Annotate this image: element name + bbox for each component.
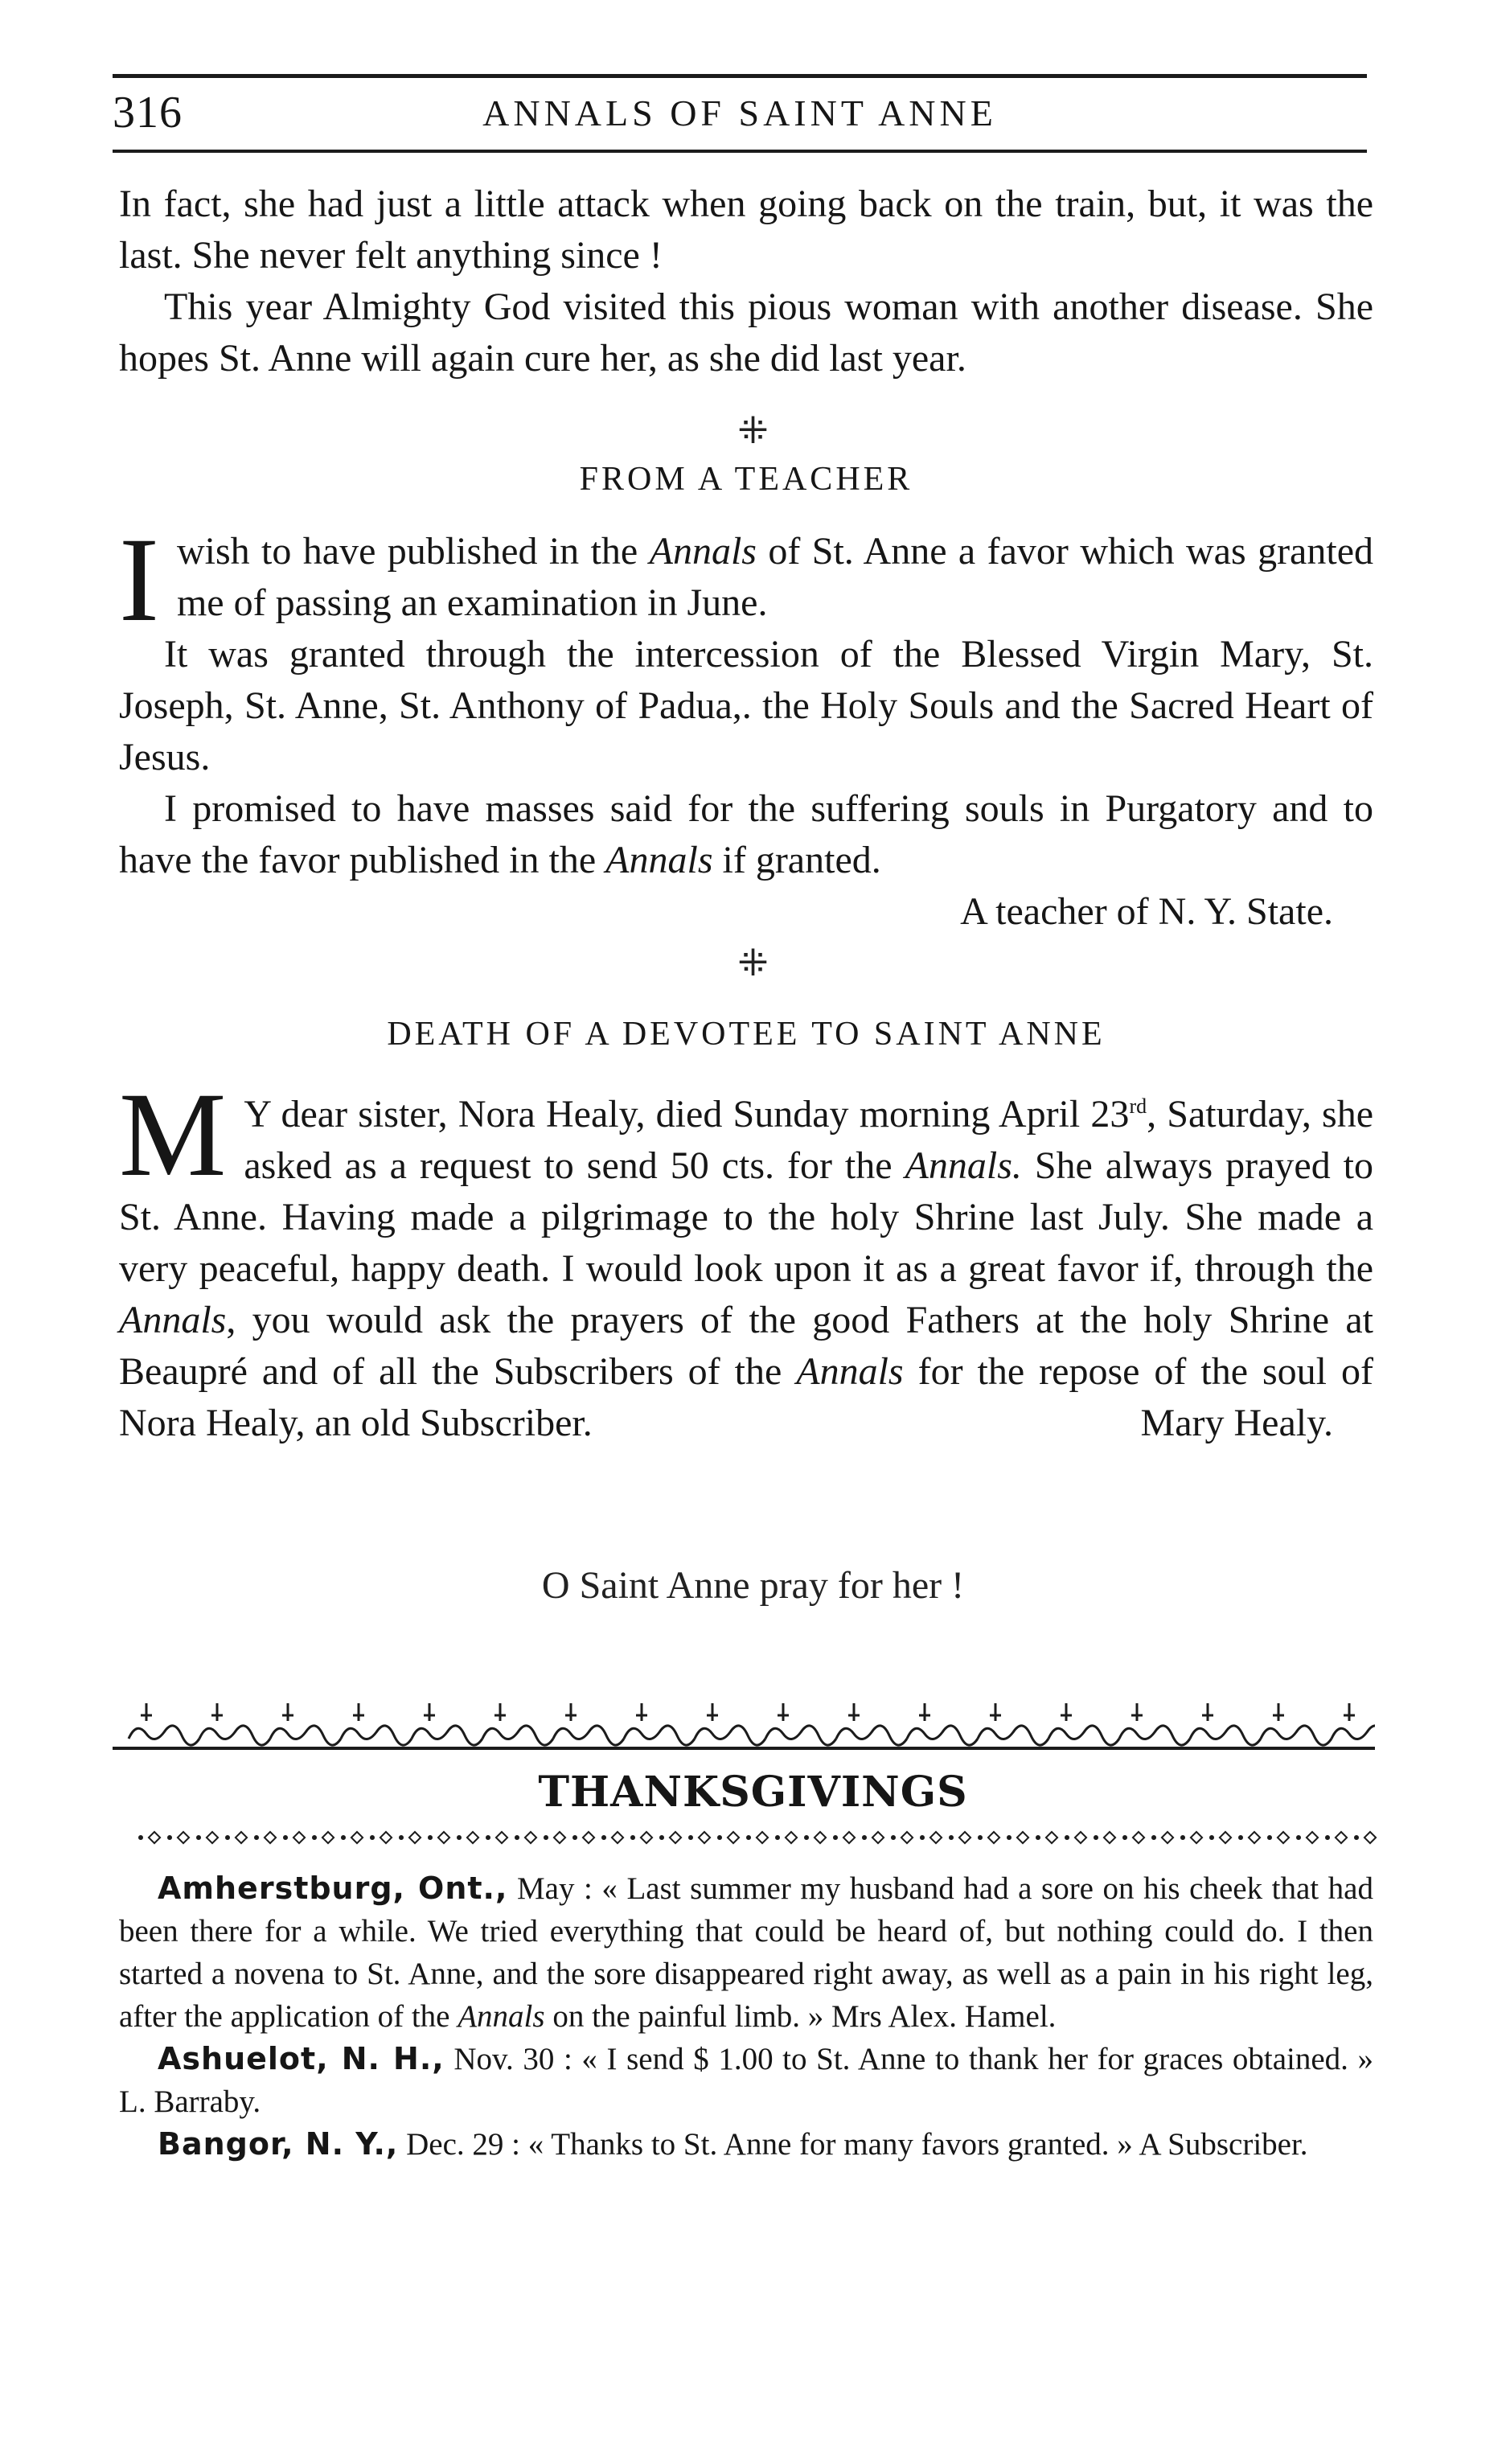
rule-dot xyxy=(746,1835,751,1840)
border-scroll-motif xyxy=(1119,1703,1190,1745)
rule-dot xyxy=(1122,1835,1127,1840)
rule-dot xyxy=(544,1835,548,1840)
rule-diamond xyxy=(1364,1832,1376,1843)
rule-diamond xyxy=(293,1832,305,1843)
header-rule-bottom xyxy=(113,150,1367,153)
rule-diamond xyxy=(1075,1832,1086,1843)
rule-dot xyxy=(457,1835,462,1840)
border-scroll-motif xyxy=(341,1703,412,1745)
rule-dot xyxy=(1180,1835,1185,1840)
rule-dot xyxy=(138,1835,143,1840)
rule-dot xyxy=(283,1835,288,1840)
death-heading: DEATH OF A DEVOTEE TO SAINT ANNE xyxy=(387,1016,1106,1053)
rule-dot xyxy=(1209,1835,1214,1840)
rule-diamond xyxy=(1336,1832,1347,1843)
prayer-line: O Saint Anne pray for her ! xyxy=(541,1564,965,1607)
rule-dot xyxy=(196,1835,201,1840)
rule-diamond xyxy=(1162,1832,1173,1843)
entry-bangor: Bangor, N. Y., Dec. 29 : « Thanks to St. Anne for many favors granted. » A Subscriber. xyxy=(158,2126,1308,2162)
intro-paragraph-1: In fact, she had just a little attack when going back on the train, but, it was the last. She never felt anything since ! xyxy=(119,183,1373,277)
rule-diamond xyxy=(872,1832,884,1843)
annals-italic: Annals xyxy=(458,1999,545,2034)
rule-diamond xyxy=(670,1832,681,1843)
header-rule-top xyxy=(113,74,1367,78)
rule-diamond xyxy=(1249,1832,1260,1843)
rule-dot xyxy=(1354,1835,1359,1840)
border-scroll-motif xyxy=(1190,1703,1261,1745)
rule-dot xyxy=(833,1835,838,1840)
section-ornament-1: ⁜ xyxy=(737,410,769,451)
thanksgivings-title: THANKSGIVINGS xyxy=(538,1768,968,1817)
rule-dot xyxy=(341,1835,346,1840)
rule-diamond xyxy=(757,1832,768,1843)
border-scroll-motif xyxy=(978,1703,1048,1745)
rule-diamond xyxy=(1278,1832,1289,1843)
border-scroll-motif xyxy=(1261,1703,1332,1745)
border-scroll-motif xyxy=(270,1703,341,1745)
rule-diamond xyxy=(1104,1832,1115,1843)
border-scroll-motif xyxy=(765,1703,836,1745)
rule-diamond xyxy=(496,1832,507,1843)
rule-dot xyxy=(399,1835,404,1840)
annals-italic: Annals xyxy=(605,839,713,881)
entry-place: Bangor, N. Y., xyxy=(158,2126,399,2162)
decorative-border xyxy=(113,1689,1375,1753)
teacher-letter xyxy=(119,513,1374,938)
rule-dot xyxy=(920,1835,925,1840)
rule-dot xyxy=(1007,1835,1012,1840)
section-ornament-2: ⁜ xyxy=(737,942,769,984)
entry-place: Amherstburg, Ont., xyxy=(158,1871,508,1906)
border-scroll-motif xyxy=(624,1703,695,1745)
rule-dot xyxy=(486,1835,490,1840)
rule-diamond xyxy=(1307,1832,1318,1843)
rule-dot xyxy=(515,1835,519,1840)
rule-dot xyxy=(312,1835,317,1840)
rule-diamond xyxy=(236,1832,247,1843)
rule-dot xyxy=(167,1835,172,1840)
rule-diamond xyxy=(930,1832,942,1843)
rule-dot xyxy=(659,1835,664,1840)
teacher-paragraph-3: I promised to have masses said for the suffering souls in Purgatory and to have the favor published in the Annals if granted. xyxy=(119,787,1373,881)
rule-diamond xyxy=(1017,1832,1028,1843)
border-scroll-motif xyxy=(907,1703,978,1745)
rule-dot xyxy=(1267,1835,1272,1840)
border-scroll-motif xyxy=(482,1703,553,1745)
rule-dot xyxy=(428,1835,433,1840)
page-number: 316 xyxy=(113,88,183,138)
rule-diamond xyxy=(728,1832,739,1843)
rule-dot xyxy=(630,1835,635,1840)
rule-dot xyxy=(688,1835,693,1840)
rule-diamond xyxy=(207,1832,218,1843)
rule-diamond xyxy=(641,1832,652,1843)
rule-dot xyxy=(370,1835,375,1840)
border-scroll-motif xyxy=(129,1703,199,1745)
rule-diamond xyxy=(959,1832,970,1843)
rule-diamond xyxy=(1133,1832,1144,1843)
rule-diamond xyxy=(815,1832,826,1843)
rule-diamond xyxy=(525,1832,536,1843)
rule-diamond xyxy=(1046,1832,1057,1843)
rule-dot xyxy=(978,1835,983,1840)
rule-diamond xyxy=(988,1832,999,1843)
border-scroll-motif xyxy=(695,1703,765,1745)
rule-diamond xyxy=(1220,1832,1231,1843)
rule-dot xyxy=(717,1835,722,1840)
rule-dot xyxy=(862,1835,867,1840)
dropcap-i: I xyxy=(119,513,159,647)
rule-dot xyxy=(225,1835,230,1840)
entry-amherstburg: Amherstburg, Ont., May : « Last summer my husband had a sore on his cheek that had been there for a while. We tried everything that could be heard of, but nothing could do. I then started a novena to St. Anne, and the sore disappeared right away, as well as a pain in his right leg, after the application of the Annals on the painful limb. » Mrs Alex. Hamel. xyxy=(119,1871,1373,2034)
rule-diamond xyxy=(351,1832,363,1843)
dotted-rule xyxy=(133,1830,1379,1846)
annals-italic: Annals xyxy=(649,530,757,573)
border-scroll-motif xyxy=(1332,1703,1375,1745)
intro-text xyxy=(119,179,1373,384)
border-scroll-motif xyxy=(199,1703,270,1745)
border-scroll-motif xyxy=(553,1703,624,1745)
rule-diamond xyxy=(380,1832,392,1843)
border-scroll-motif xyxy=(1048,1703,1119,1745)
dropcap-m: M xyxy=(119,1068,227,1201)
rule-diamond xyxy=(843,1832,855,1843)
rule-diamond xyxy=(467,1832,478,1843)
running-title: ANNALS OF SAINT ANNE xyxy=(482,92,997,133)
rule-dot xyxy=(572,1835,577,1840)
death-signature: Mary Healy. xyxy=(1140,1402,1333,1444)
rule-diamond xyxy=(409,1832,421,1843)
rule-diamond xyxy=(1191,1832,1202,1843)
rule-diamond xyxy=(554,1832,565,1843)
rule-dot xyxy=(1065,1835,1069,1840)
annals-italic: Annals xyxy=(119,1299,227,1341)
rule-dot xyxy=(804,1835,809,1840)
rule-diamond xyxy=(438,1832,449,1843)
rule-diamond xyxy=(583,1832,594,1843)
rule-diamond xyxy=(265,1832,276,1843)
rule-diamond xyxy=(322,1832,334,1843)
death-paragraph: M Y dear sister, Nora Healy, died Sunday morning April 23rd, Saturday, she asked as a request to send 50 cts. for the Annals. She always prayed to St. Anne. Having made a pilgrimage to the holy Shrine last July. She made a very peaceful, happy death. I would look upon it as a great favor if, through the Annals, you would ask the prayers of the good Fathers at the holy Shrine at Beaupré and of all the Subscribers of the Annals for the repose of the soul of Nora Healy, an old Subscriber. xyxy=(119,1068,1374,1444)
rule-dot xyxy=(775,1835,780,1840)
rule-dot xyxy=(601,1835,606,1840)
rule-dot xyxy=(254,1835,259,1840)
border-scroll-motif xyxy=(412,1703,482,1745)
border-scroll-motif xyxy=(836,1703,907,1745)
rule-diamond xyxy=(901,1832,913,1843)
death-letter xyxy=(119,1068,1374,1449)
teacher-heading: FROM A TEACHER xyxy=(579,461,913,498)
rule-diamond xyxy=(612,1832,623,1843)
teacher-paragraph-1: Iwish to have published in the Annals of St. Anne a favor which was granted me of passing an examination in June. xyxy=(119,513,1374,647)
rule-diamond xyxy=(149,1832,160,1843)
annals-italic: Annals xyxy=(796,1350,904,1393)
rule-dot xyxy=(1325,1835,1330,1840)
teacher-paragraph-2: It was granted through the intercession of the Blessed Virgin Mary, St. Joseph, St. Anne, St. Anthony of Padua,. the Holy Souls and the Sacred Heart of Jesus. xyxy=(119,633,1373,778)
entry-ashuelot: Ashuelot, N. H., Nov. 30 : « I send $ 1.00 to St. Anne to thank her for graces obtained. » L. Barraby. xyxy=(119,2041,1374,2119)
rule-diamond xyxy=(178,1832,189,1843)
rule-diamond xyxy=(699,1832,710,1843)
rule-dot xyxy=(949,1835,954,1840)
annals-italic: Annals. xyxy=(905,1144,1022,1187)
rule-dot xyxy=(1296,1835,1301,1840)
rule-dot xyxy=(1094,1835,1098,1840)
rule-dot xyxy=(1238,1835,1243,1840)
rule-dot xyxy=(1151,1835,1156,1840)
rule-dot xyxy=(891,1835,896,1840)
rule-dot xyxy=(1036,1835,1040,1840)
thanksgivings-list xyxy=(119,1867,1373,2166)
intro-paragraph-2: This year Almighty God visited this pious woman with another disease. She hopes St. Anne will again cure her, as she did last year. xyxy=(119,285,1373,380)
entry-place: Ashuelot, N. H., xyxy=(158,2041,445,2076)
rule-diamond xyxy=(786,1832,797,1843)
teacher-signature: A teacher of N. Y. State. xyxy=(960,890,1333,933)
